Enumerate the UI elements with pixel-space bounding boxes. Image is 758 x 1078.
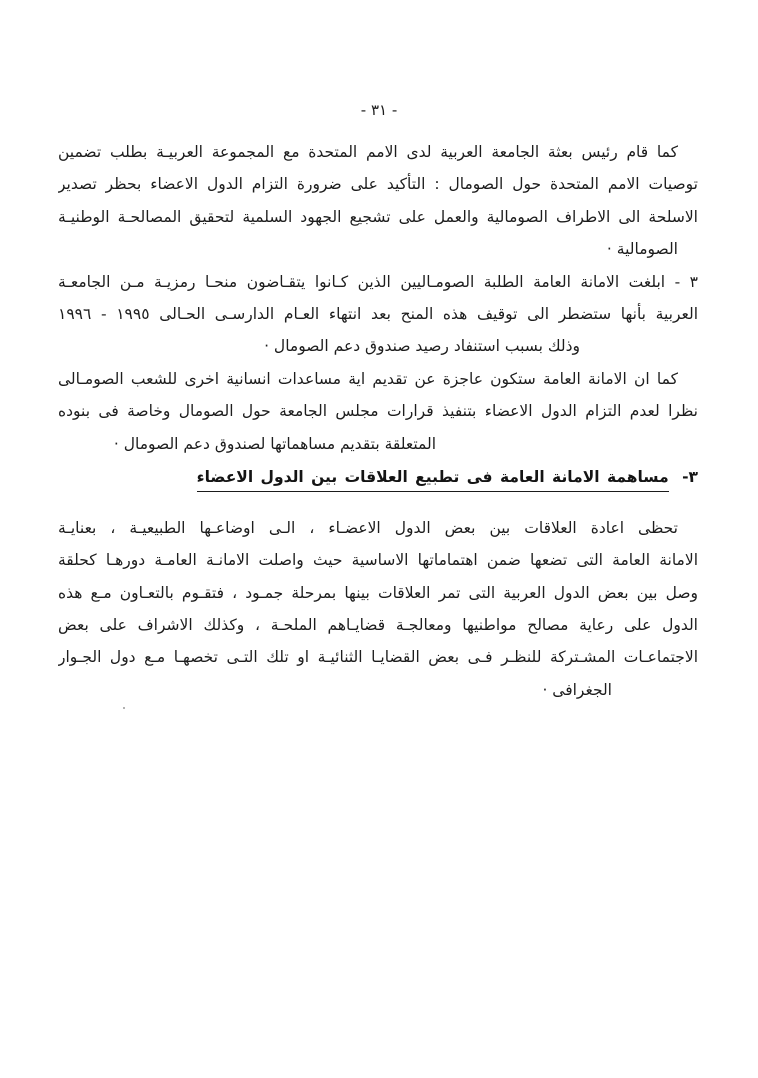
section-heading-text: مساهمة الامانة العامة فى تطبيع العلاقات بين الدول الاعضاء [197, 468, 669, 492]
text-line: وذلك بسبب استنفاد رصيد صندوق دعم الصومال · [264, 337, 580, 356]
text-line: توصيات الامم المتحدة حول الصومال : التأكيد على ضرورة التزام الدول الاعضاء بحظر تصدير [58, 175, 698, 194]
text-line: كما قام رئيس بعثة الجامعة العربية لدى الامم المتحدة مع المجموعة العربيـة بطلب تضمين [58, 143, 678, 161]
document-body [58, 136, 698, 706]
text-line: نظرا لعدم التزام الدول الاعضاء بتنفيذ قرارات مجلس الجامعة حول الصومال وخاصة فى بنوده [58, 402, 698, 421]
text-line: الدول على رعاية مصالح مواطنيها ومعالجـة قضايـاهم الملحـة ، وكذلك الاشراف على بعض [58, 616, 698, 635]
text-line: تحظى اعادة العلاقات بين بعض الدول الاعضـاء ، الـى اوضاعـها الطبيعيـة ، بعنايـة [58, 518, 678, 537]
text-line: الامانة العامة التى تضعها ضمن اهتماماتها الاساسية حيث واصلت الامانـة العامـة دورهـا كحلقة [58, 551, 698, 570]
text-line: الصومالية · [606, 240, 678, 259]
text-line: الاسلحة الى الاطراف الصومالية والعمل على تشجيع الجهود السلمية لتحقيق المصالحـة الوطنيـة [58, 207, 698, 226]
scan-speck [123, 707, 125, 709]
text-line: وصل بين بعض الدول العربية التى تمر العلاقات بينها بمرحلة جمـود ، فتقـوم بالتعـاون مـع هذه [58, 583, 698, 602]
text-line: ٣ - ابلغت الامانة العامة الطلبة الصومـاليين الذين كـانوا يتقـاضون منحـا رمزيـة مـن الجامعـة [58, 272, 698, 291]
section-heading [58, 462, 698, 502]
text-line: الاجتماعـات المشـتركة للنظـر فـى بعض القضايـا الثنائيـة او تلك التـى تخصهـا مـع دول الجـوار [58, 648, 698, 667]
text-line: المتعلقة بتقديم مساهماتها لصندوق دعم الصومال · [113, 434, 436, 453]
text-line: العربية بأنها ستضطر الى توقيف هذه المنح بعد انتهاء العـام الدارسـى الحـالى ١٩٩٥ - ١٩٩٦ [58, 304, 698, 323]
section-heading-number: ٣- [682, 467, 698, 486]
text-line: كما ان الامانة العامة ستكون عاجزة عن تقديم اية مساعدات انسانية اخرى للشعب الصومـالى [58, 369, 678, 388]
page-number: - ٣١ - [360, 101, 398, 119]
text-line: الجغرافى · [542, 680, 612, 699]
